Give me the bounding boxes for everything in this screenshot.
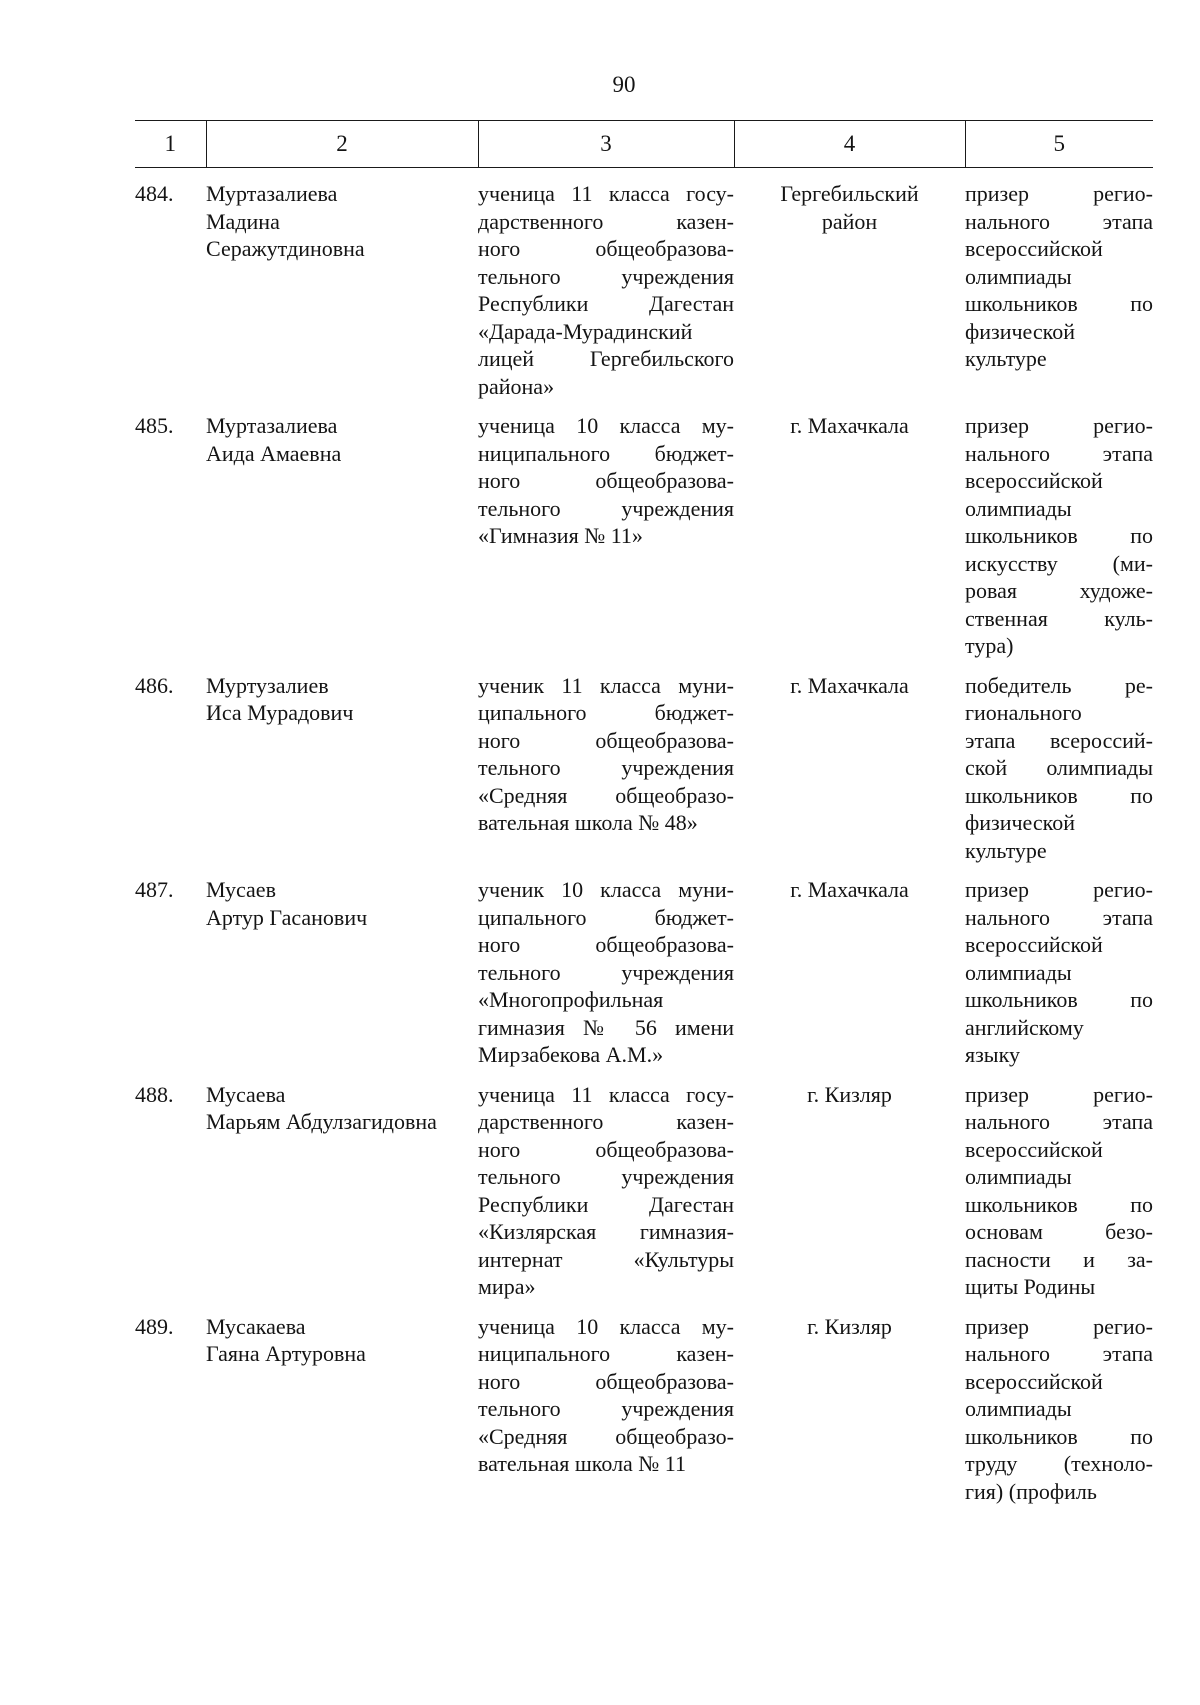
person-name <box>206 660 478 865</box>
column-number-header-row <box>135 121 1153 168</box>
institution-line: ниципального бюджет- <box>478 440 734 466</box>
location-line: г. Махачкала <box>790 877 909 902</box>
achievement <box>965 1069 1153 1301</box>
column-header-2: 2 <box>206 121 478 168</box>
institution <box>478 1301 734 1511</box>
achievement-line: школьников по <box>965 523 1153 548</box>
institution-line: района» <box>478 373 555 399</box>
achievement-line: олимпиады <box>965 1164 1072 1189</box>
location-line: г. Кизляр <box>807 1081 892 1107</box>
achievement-line: пасности и за- <box>965 1246 1153 1272</box>
institution <box>478 864 734 1069</box>
institution-line: дарственного казен- <box>478 1109 734 1134</box>
person-name <box>206 400 478 660</box>
institution <box>478 1069 734 1301</box>
achievement-line: ровая художе- <box>965 578 1153 603</box>
person-name-line: Муртазалиева <box>206 413 338 438</box>
institution-line: ученица 10 класса му- <box>478 1313 734 1339</box>
person-name-line: Серажутдиновна <box>206 236 365 261</box>
achievement-line: искусству (ми- <box>965 550 1153 576</box>
institution-line: Республики Дагестан <box>478 1191 734 1217</box>
institution-line: тельного учреждения <box>478 495 734 521</box>
achievement <box>965 400 1153 660</box>
institution-line: ного общеобразова- <box>478 1368 734 1394</box>
person-name <box>206 1301 478 1511</box>
achievement-line: олимпиады <box>965 1396 1072 1421</box>
institution-line: ученица 11 класса госу- <box>478 1081 734 1107</box>
achievement <box>965 1301 1153 1511</box>
institution-line: ного общеобразова- <box>478 1136 734 1162</box>
institution-line: ученица 10 класса му- <box>478 413 734 438</box>
institution-line: гимназия № 56 имени <box>478 1014 734 1040</box>
row-number <box>135 400 206 660</box>
location <box>734 400 965 660</box>
achievement-line: ской олимпиады <box>965 755 1153 780</box>
institution-line: ного общеобразова- <box>478 932 734 957</box>
achievement-line: ственная куль- <box>965 605 1153 631</box>
achievement <box>965 660 1153 865</box>
achievement-line: призер регио- <box>965 1313 1153 1339</box>
table-row <box>135 864 1153 1069</box>
achievement-line: языку <box>965 1042 1020 1067</box>
institution-line: тельного учреждения <box>478 959 734 985</box>
person-name <box>206 864 478 1069</box>
achievement-line: основам безо- <box>965 1219 1153 1244</box>
person-name-line: Мусаев <box>206 877 276 902</box>
person-name-line: Муртазалиева <box>206 181 338 206</box>
institution <box>478 400 734 660</box>
column-header-5: 5 <box>965 121 1153 168</box>
achievement-line: всероссийской <box>965 468 1103 493</box>
achievement-line: олимпиады <box>965 495 1072 521</box>
institution-line: ученица 11 класса госу- <box>478 181 734 206</box>
person-name-line: Иса Мурадович <box>206 700 354 725</box>
row-number-text: 489. <box>135 1313 174 1339</box>
person-name <box>206 1069 478 1301</box>
location-line: район <box>821 208 878 234</box>
table-row <box>135 1301 1153 1511</box>
achievement-line: этапа всероссий- <box>965 727 1153 753</box>
column-header-1: 1 <box>135 121 206 168</box>
achievement-line: физической <box>965 318 1075 344</box>
institution-line: тельного учреждения <box>478 1164 734 1189</box>
achievement-line: щиты Родины <box>965 1274 1096 1299</box>
achievement-line: победитель ре- <box>965 672 1153 698</box>
achievement-line: всероссийской <box>965 1368 1103 1394</box>
table-row <box>135 1069 1153 1301</box>
institution-line: ного общеобразова- <box>478 727 734 753</box>
person-name-line: Мусакаева <box>206 1313 306 1339</box>
achievement-line: школьников по <box>965 987 1153 1012</box>
achievement-line: призер регио- <box>965 877 1153 902</box>
institution-line: ученик 11 класса муни- <box>478 672 734 698</box>
institution-line: дарственного казен- <box>478 208 734 234</box>
location <box>734 660 965 865</box>
table-row <box>135 400 1153 660</box>
achievement-line: призер регио- <box>965 1081 1153 1107</box>
achievement-line: школьников по <box>965 782 1153 808</box>
achievement-line: всероссийской <box>965 932 1103 957</box>
achievement-line: всероссийской <box>965 236 1103 261</box>
location <box>734 1301 965 1511</box>
row-number-text: 488. <box>135 1081 174 1107</box>
achievement-line: нального этапа <box>965 208 1153 234</box>
institution-line: вательная школа № 48» <box>478 810 698 835</box>
institution-line: ного общеобразова- <box>478 236 734 261</box>
person-name-line: Муртузалиев <box>206 672 329 698</box>
institution-line: мира» <box>478 1274 536 1299</box>
location-line: Гергебильский <box>780 181 919 206</box>
table-row <box>135 660 1153 865</box>
table-row <box>135 168 1153 401</box>
achievement-line: нального этапа <box>965 904 1153 930</box>
institution-line: ного общеобразова- <box>478 468 734 493</box>
institution-line: интернат «Культуры <box>478 1246 734 1272</box>
achievement-line: нального этапа <box>965 440 1153 466</box>
row-number-text: 486. <box>135 672 174 698</box>
institution-line: Республики Дагестан <box>478 291 734 316</box>
column-header-3: 3 <box>478 121 734 168</box>
person-name-line: Мадина <box>206 208 280 234</box>
row-number-text: 484. <box>135 181 174 206</box>
row-number <box>135 1301 206 1511</box>
achievement-line: олимпиады <box>965 959 1072 985</box>
achievement <box>965 168 1153 401</box>
achievement-line: нального этапа <box>965 1109 1153 1134</box>
institution-line: лицей Гергебильского <box>478 346 734 371</box>
row-number <box>135 660 206 865</box>
awardees-table <box>135 120 1153 1511</box>
institution-line: ципального бюджет- <box>478 904 734 930</box>
location-line: г. Махачкала <box>790 413 909 438</box>
institution-line: «Средняя общеобразо- <box>478 1423 734 1449</box>
achievement-line: школьников по <box>965 1423 1153 1449</box>
achievement-line: гионального <box>965 700 1082 725</box>
achievement-line: физической <box>965 810 1075 835</box>
person-name-line: Гаяна Артуровна <box>206 1341 366 1366</box>
person-name-line: Аида Амаевна <box>206 440 342 466</box>
achievement-line: школьников по <box>965 291 1153 316</box>
institution <box>478 660 734 865</box>
institution-line: ципального бюджет- <box>478 700 734 725</box>
achievement-line: тура) <box>965 633 1014 658</box>
achievement-line: культуре <box>965 346 1047 371</box>
achievement-line: призер регио- <box>965 413 1153 438</box>
location-line: г. Махачкала <box>790 672 909 698</box>
row-number <box>135 1069 206 1301</box>
location-line: г. Кизляр <box>807 1313 892 1339</box>
row-number <box>135 168 206 401</box>
achievement-line: школьников по <box>965 1191 1153 1217</box>
table-body <box>135 168 1153 1511</box>
location <box>734 864 965 1069</box>
row-number-text: 485. <box>135 413 174 438</box>
institution-line: тельного учреждения <box>478 263 734 289</box>
institution-line: тельного учреждения <box>478 755 734 780</box>
achievement-line: нального этапа <box>965 1341 1153 1366</box>
institution-line: «Средняя общеобразо- <box>478 782 734 808</box>
institution-line: «Гимназия № 11» <box>478 523 643 548</box>
achievement-line: всероссийской <box>965 1136 1103 1162</box>
achievement-line: культуре <box>965 837 1047 863</box>
row-number-text: 487. <box>135 877 174 902</box>
achievement-line: английскому <box>965 1014 1084 1040</box>
achievement <box>965 864 1153 1069</box>
person-name-line: Марьям Абдулзагидовна <box>206 1109 437 1134</box>
institution <box>478 168 734 401</box>
achievement-line: гия) (профиль <box>965 1478 1097 1504</box>
institution-line: вательная школа № 11 <box>478 1451 686 1476</box>
institution-line: тельного учреждения <box>478 1396 734 1421</box>
institution-line: «Кизлярская гимназия- <box>478 1219 734 1244</box>
row-number <box>135 864 206 1069</box>
institution-line: Мирзабекова А.М.» <box>478 1042 664 1067</box>
achievement-line: олимпиады <box>965 263 1072 289</box>
institution-line: ученик 10 класса муни- <box>478 877 734 902</box>
institution-line: ниципального казен- <box>478 1341 734 1366</box>
location <box>734 168 965 401</box>
institution-line: «Многопрофильная <box>478 987 664 1012</box>
page-number: 90 <box>612 72 636 97</box>
column-header-4: 4 <box>734 121 965 168</box>
location <box>734 1069 965 1301</box>
achievement-line: призер регио- <box>965 181 1153 206</box>
achievement-line: труду (техноло- <box>965 1451 1153 1476</box>
institution-line: «Дарада-Мурадинский <box>478 318 693 344</box>
person-name-line: Артур Гасанович <box>206 904 368 930</box>
person-name <box>206 168 478 401</box>
person-name-line: Мусаева <box>206 1081 286 1107</box>
